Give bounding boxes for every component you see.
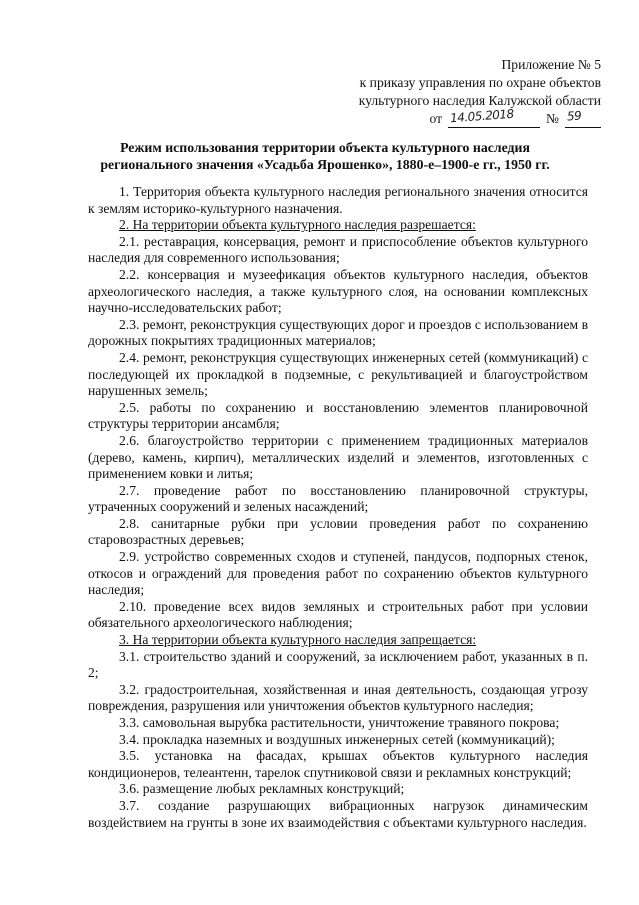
paragraph: 3.5. установка на фасадах, крышах объектов культурного наследия кондиционеров, телеантенн, тарелок спутниковой связи и рекламных конструкций;	[88, 748, 588, 780]
date-field	[448, 106, 540, 128]
number-prefix: №	[546, 111, 559, 126]
paragraph: 2.3. ремонт, реконструкция существующих дорог и проездов с использованием в дорожных покрытиях традиционных материалов;	[88, 316, 588, 349]
section-heading-text: 3. На территории объекта культурного наследия запрещается:	[119, 632, 477, 648]
section-heading-text: 2. На территории объекта культурного наследия разрешается:	[119, 217, 476, 233]
paragraph: 2.7. проведение работ по восстановлению планировочной структуры, утраченных сооружений и зеленых насаждений;	[88, 482, 588, 515]
number-field	[565, 108, 601, 128]
paragraph: 2.6. благоустройство территории с применением традиционных материалов (дерево, камень, кирпич), металлических изделий и элементов, изготовленных с применением ковки и литья;	[88, 432, 588, 482]
paragraph: 3.7. создание разрушающих вибрационных нагрузок динамическим воздействием на грунты в зоне их взаимодействия с объектами культурного наследия.	[88, 797, 588, 830]
date-prefix: от	[429, 111, 443, 126]
paragraph: 2.9. устройство современных сходов и ступеней, пандусов, подпорных стенок, откосов и ограждений для проведения работ по сохранению объектов культурного наследия;	[88, 549, 588, 598]
paragraph: 3.6. размещение любых рекламных конструкций;	[119, 781, 405, 797]
appendix-number: Приложение № 5	[501, 57, 601, 72]
paragraph: 3.2. градостроительная, хозяйственная и иная деятельность, создающая угрозу повреждения, разрушения или уничтожения объектов культурного наследия;	[88, 681, 588, 714]
paragraph: 3.4. прокладка наземных и воздушных инженерных сетей (коммуникаций);	[119, 731, 555, 747]
paragraph: 2.4. ремонт, реконструкция существующих инженерных сетей (коммуникаций) с последующей их прокладкой в подземные, с рекультивацией и благоустройством нарушенных земель;	[88, 349, 588, 399]
section-heading-prohibited	[88, 632, 588, 649]
section-heading-allowed	[88, 217, 588, 234]
paragraph: 2.5. работы по сохранению и восстановлению элементов планировочной структуры территории ансамбля;	[88, 399, 588, 432]
paragraph: 3.1. строительство зданий и сооружений, за исключением работ, указанных в п. 2;	[88, 648, 588, 681]
paragraph: 2.2. консервация и музеефикация объектов культурного наследия, объектов археологического наследия, а также культурного слоя, на основании комплексных научно-исследовательских работ;	[88, 266, 588, 316]
handwritten-number: 59	[566, 108, 582, 124]
order-reference: к приказу управления по охране объектов	[359, 75, 601, 90]
issuing-authority: культурного наследия Калужской области	[358, 93, 601, 108]
document-body	[88, 184, 588, 831]
paragraph: 2.8. санитарные рубки при условии проведения работ по сохранению старовозрастных деревьев;	[88, 515, 588, 548]
paragraph: 1. Территория объекта культурного наследия регионального значения относится к землям историко-культурного назначения.	[88, 184, 588, 216]
date-number-row	[301, 106, 601, 128]
title-line-1: Режим использования территории объекта культурного наследия	[120, 140, 530, 155]
document-title	[70, 139, 580, 173]
paragraph: 2.1. реставрация, консервация, ремонт и приспособление объектов культурного наследия для современного использования;	[88, 233, 588, 266]
paragraph: 3.3. самовольная вырубка растительности, уничтожение травяного покрова;	[119, 715, 560, 730]
appendix-header	[301, 56, 601, 128]
paragraph: 2.10. проведение всех видов земляных и строительных работ при условии обязательного археологического наблюдения;	[88, 598, 588, 631]
title-line-2: регионального значения «Усадьба Ярошенко», 1880-е–1900-е гг., 1950 гг.	[100, 157, 550, 172]
handwritten-date: 14.05.2018	[449, 106, 515, 126]
